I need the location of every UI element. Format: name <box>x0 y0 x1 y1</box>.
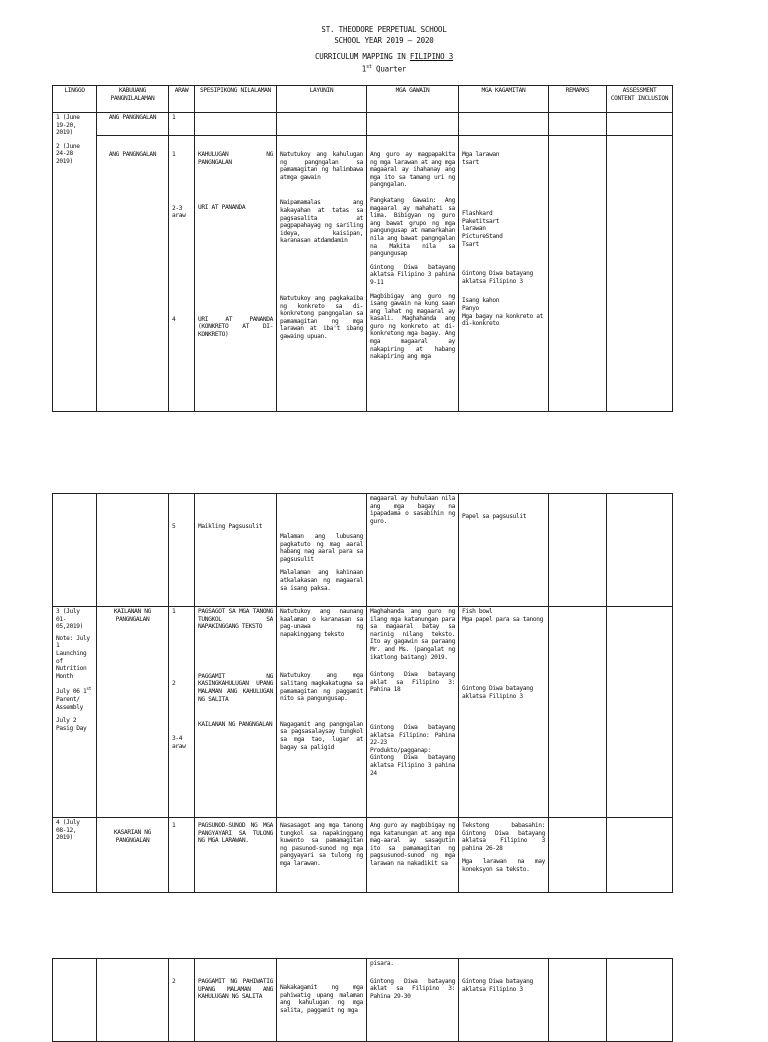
cell-kagamitan <box>459 113 549 136</box>
quarter-label <box>0 62 768 75</box>
cell-linggo <box>53 959 97 1042</box>
cell-spes <box>195 113 277 136</box>
cell-linggo <box>53 113 97 412</box>
note-2-post: Parent/ Assembly <box>56 696 84 711</box>
araw-b: 2-3 araw <box>172 204 186 220</box>
cell-assessment <box>607 818 673 893</box>
araw-label: 2 <box>172 978 176 985</box>
cell-kagamitan <box>459 959 549 1042</box>
cell-kabuuan: KAILANAN NG PANGNGALAN <box>97 607 169 818</box>
kag-a2: tsart <box>462 158 479 166</box>
layunin-a: Natutukoy ang naunang kaalaman o karanasan sa pag-unawa ng napakinggang teksto <box>280 608 363 638</box>
quarter-word: Quarter <box>371 64 407 74</box>
subject-name: FILIPINO 3 <box>409 52 454 61</box>
kag-c3: Mga bagay na konkreto at di-konkreto <box>462 312 544 328</box>
week-3-note-2 <box>56 686 93 711</box>
cell-araw: 1 <box>169 113 195 136</box>
cell-gawain: magaaral ay huhulaan nila ang mga bagay na ipapadama o sasabihin ng guro. <box>367 494 459 607</box>
cell-layunin <box>277 494 367 607</box>
mapping-prefix: CURRICULUM MAPPING IN <box>314 52 410 61</box>
spes-label: PAGGAMIT NG PAHIWATIG UPANG MALAMAN ANG KAHULUGAN NG SALITA <box>198 978 273 1001</box>
layunin-c: Nagagamit ang pangngalan sa pagsasalaysay tungkol sa mga tao, lugar at bagay sa paligid <box>280 720 363 751</box>
gawain-a: Maghahanda ang guro ng ilang mga katanungan para sa magaaral batay sa narinig nilang teksto. Ito ay gagawin sa paraang Mr. and Ms. (pangalat ng ikatlong baitang) 2019. <box>370 608 455 661</box>
col-assessment: ASSESSMENT CONTENT INCLUSION <box>607 86 673 113</box>
cell-layunin <box>277 959 367 1042</box>
note-2-sup: st <box>86 687 92 693</box>
gawain-b2: Gintong Diwa batayang aklatsa Filipino 3 pahina 9-11 <box>370 263 455 286</box>
cell-assessment <box>607 113 673 136</box>
cell-layunin <box>277 818 367 893</box>
gawain-c3: Gintong Diwa batayang aklatsa Filipino 3 pahina 24 <box>370 754 455 777</box>
cell-kabuuan <box>97 818 169 893</box>
gawain-b: Gintong Diwa batayang aklat sa Filipino 3: Pahina 18 <box>370 671 455 694</box>
cell-kabuuan <box>97 494 169 607</box>
cell-spes <box>195 607 277 818</box>
layunin-a: Natutukoy ang kahulugan ng pangngalan sa pamamagitan ng halimbawa atmga gawain <box>280 151 363 181</box>
spes-quiz: Maikling Pagsusulit <box>198 523 263 530</box>
layunin-quiz-2: Malalaman ang kahinaan atkalakasan ng magaaral sa isang paksa. <box>280 569 363 592</box>
cell-araw <box>169 959 195 1042</box>
week-3-note-3: July 2 Pasig Day <box>56 717 87 732</box>
layunin-b: Naipamamalas ang kakayahan at tatas sa pagsasalita at pagpapahayag ng sariling ideya, kaisipan, karanasan atdamdamin <box>280 199 363 245</box>
kag-label: Gintong Diwa batayang aklatsa Filipino 3 <box>462 978 533 993</box>
week-1-label: 1 (June 19-20, 2019) <box>56 114 80 137</box>
layunin-label: Nakakagamit ng mga pahiwatig upang malaman ang kahulugan ng mga salita, paggamit ng mga <box>280 984 363 1014</box>
cell-kabuuan <box>97 136 169 412</box>
gawain-b1: Pangkatang Gawain: Ang magaaral ay mahahati sa lima. Bibigyan ng guro ang bawat grupo ng mga pangungusap at mamarkahan nila ang bawat pangngalan na Makita nila sa pangungusap <box>370 196 455 258</box>
spes-c: KAILANAN NG PANGNGALAN <box>198 721 273 729</box>
kag-a1: Fish bowl <box>462 608 493 615</box>
cell-layunin <box>277 136 367 412</box>
araw-b: 2 <box>172 679 176 687</box>
col-linggo: LINGGO <box>53 86 97 113</box>
gawain-c2: Produkto/pagganap: <box>370 746 431 754</box>
cell-gawain <box>367 113 459 136</box>
table-row-week-3 <box>53 607 673 818</box>
document-header <box>0 24 768 75</box>
spes-a: KAHULUGAN NG PANGNGALAN <box>198 151 273 166</box>
kag-quiz: Papel sa pagsusulit <box>462 513 527 520</box>
cell-gawain <box>367 607 459 818</box>
gawain-pre: pisara. <box>370 960 394 967</box>
kag-a1: Mga larawan <box>462 151 500 158</box>
table-header-row <box>53 86 673 113</box>
kag-c2: Panyo <box>462 304 479 312</box>
kag-2: Mga larawan na may koneksyon sa teksto. <box>462 858 545 873</box>
kag-b: Gintong Diwa batayang aklatsa Filipino 3 <box>462 685 533 700</box>
col-spesipikong-nilalaman: SPESIPIKONG NILALAMAN <box>195 86 277 113</box>
araw-c: 3-4 araw <box>172 735 186 750</box>
week-3-note-1: Note: July 1 Launching of Nutrition Month <box>56 634 90 680</box>
cell-assessment <box>607 136 673 412</box>
kag-b3: larawan <box>462 225 486 233</box>
kag-b6: Gintong Diwa batayang aklatsa Filipino 3 <box>462 270 533 285</box>
kabuuan-label: KASARIAN NG PANGNGALAN <box>113 829 152 844</box>
col-mga-kagamitan: MGA KAGAMITAN <box>459 86 549 113</box>
cell-kagamitan <box>459 494 549 607</box>
araw-a: 1 <box>172 151 176 158</box>
cell-araw <box>169 818 195 893</box>
quarter-suffix: st <box>366 64 372 70</box>
cell-linggo: 4 (July 08-12, 2019) <box>53 818 97 893</box>
cell-spes <box>195 136 277 412</box>
cell-araw <box>169 136 195 412</box>
cell-remarks <box>549 959 607 1042</box>
school-year: SCHOOL YEAR 2019 – 2020 <box>334 36 434 45</box>
layunin-label: Nasasagot ang mga tanong tungkol sa napakinggang kuwento sa pamamagitan ng pasunod-sunod ng mga pangyayari sa tulong ng mga larawan. <box>280 822 363 867</box>
araw-label: 1 <box>172 822 176 829</box>
table-row-continued <box>53 959 673 1042</box>
gawain-a: Ang guro ay magpapakita ng mga larawan at ang mga magaaral ay ihahanay ang mga ito sa tamang uri ng pangngalan. <box>370 151 455 189</box>
table-row-continued <box>53 494 673 607</box>
note-2-pre: July 06 1 <box>56 688 87 696</box>
layunin-quiz-1: Malaman ang lubusang pagkatuto ng mag aaral habang nag aaral para sa pagsusulit <box>280 533 363 563</box>
cell-araw <box>169 607 195 818</box>
cell-remarks <box>549 818 607 893</box>
week-2-label: 2 (June 24-28 2019) <box>56 142 80 165</box>
cell-spes <box>195 959 277 1042</box>
araw-quiz: 5 <box>172 523 176 530</box>
cell-spes <box>195 818 277 893</box>
cell-kagamitan <box>459 818 549 893</box>
curriculum-table-page-2 <box>52 493 673 893</box>
spes-c: URI AT PANANDA (KONKRETO AT DI-KONKRETO) <box>198 315 273 338</box>
cell-layunin <box>277 607 367 818</box>
spes-label: PAGSUNOD-SUNOD NG MGA PANGYAYARI SA TULONG NG MGA LARAWAN. <box>198 822 273 845</box>
col-remarks: REMARKS <box>549 86 607 113</box>
col-layunin: LAYUNIN <box>277 86 367 113</box>
kabuuan-label: ANG PANGNGALAN <box>108 151 157 158</box>
kag-c1: Isang kahon <box>462 297 500 305</box>
spes-a: PAGSAGOT SA MGA TANONG TUNGKOL SA NAPAKINGGANG TEKSTO <box>198 608 273 631</box>
table-row-week-1 <box>53 113 673 136</box>
cell-assessment <box>607 959 673 1042</box>
gawain-c1: Gintong Diwa batayang aklatsa Filipino: Pahina 22-23 <box>370 723 455 747</box>
kag-b4: PictureStand <box>462 232 503 240</box>
cell-kagamitan <box>459 136 549 412</box>
araw-c: 4 <box>172 315 176 323</box>
cell-linggo <box>53 494 97 607</box>
spes-b: URI AT PANANDA <box>198 204 246 212</box>
cell-layunin <box>277 113 367 136</box>
cell-kabuuan <box>97 959 169 1042</box>
cell-spes <box>195 494 277 607</box>
cell-remarks <box>549 113 607 136</box>
cell-gawain <box>367 818 459 893</box>
araw-a: 1 <box>172 608 176 615</box>
cell-gawain <box>367 959 459 1042</box>
cell-remarks <box>549 607 607 818</box>
school-name: ST. THEODORE PERPETUAL SCHOOL <box>321 25 447 34</box>
cell-assessment <box>607 494 673 607</box>
table-row-week-2 <box>53 136 673 412</box>
layunin-c: Natutukoy ang pagkakaiba ng konkreto sa di-konkretong pangngalan sa pamamagitan ng mga larawan at iba't ibang gawaing upuan. <box>280 294 363 340</box>
spes-b: PAGGAMIT NG KASINGKAHULUGAN UPANG MALAMAN ANG KAHULUGAN NG SALITA <box>198 672 273 703</box>
col-mga-gawain: MGA GAWAIN <box>367 86 459 113</box>
gawain-c: Magbibigay ang guro ng isang gawain na kung saan ang lahat ng magaaral ay kasali. Maghahanda ang guro ng konkreto at di-konkretong mga bagay. Ang mga magaaral ay nakapiring at habang nakapiring ang mga <box>370 292 455 361</box>
kag-a2: Mga papel para sa tanong <box>462 615 544 623</box>
cell-linggo <box>53 607 97 818</box>
gawain-label: Gintong Diwa batayang aklat sa Filipino 3: Pahina 29-30 <box>370 977 455 1000</box>
col-araw: ARAW <box>169 86 195 113</box>
curriculum-table-page-1 <box>52 85 673 412</box>
cell-remarks <box>549 494 607 607</box>
kag-1: Tekstong babasahin: Gintong Diwa batayang aklatsa Filipino 3 pahina 26-28 <box>462 822 545 852</box>
kag-b2: Paketitsart <box>462 217 500 225</box>
cell-assessment <box>607 607 673 818</box>
week-3-label: 3 (July 01-05,2019) <box>56 608 84 631</box>
mapping-title <box>0 51 768 62</box>
curriculum-table-page-3 <box>52 958 673 1042</box>
cell-remarks <box>549 136 607 412</box>
layunin-b: Natutukoy ang mga salitang magkakatugma sa pamamagitan ng paggamit nito sa pangungusap. <box>280 672 363 703</box>
gawain-label: Ang guro ay magbibigay ng mga katanungan at ang mga mag-aaral ay sasagutin ito sa pamamagitan ng pagsusunod-sunod ng mga larawan na nakadikit sa <box>370 822 455 867</box>
kag-b5: Tsart <box>462 240 479 248</box>
kag-b1: Flashkard <box>462 210 493 218</box>
cell-gawain <box>367 136 459 412</box>
quarter-number: 1 <box>361 64 367 74</box>
cell-kagamitan <box>459 607 549 818</box>
col-kabuuang-pangnilalaman: KABUUANG PANGNILALAMAN <box>97 86 169 113</box>
table-row-week-4 <box>53 818 673 893</box>
cell-kabuuan: ANG PANGNGALAN <box>97 113 169 136</box>
cell-araw <box>169 494 195 607</box>
